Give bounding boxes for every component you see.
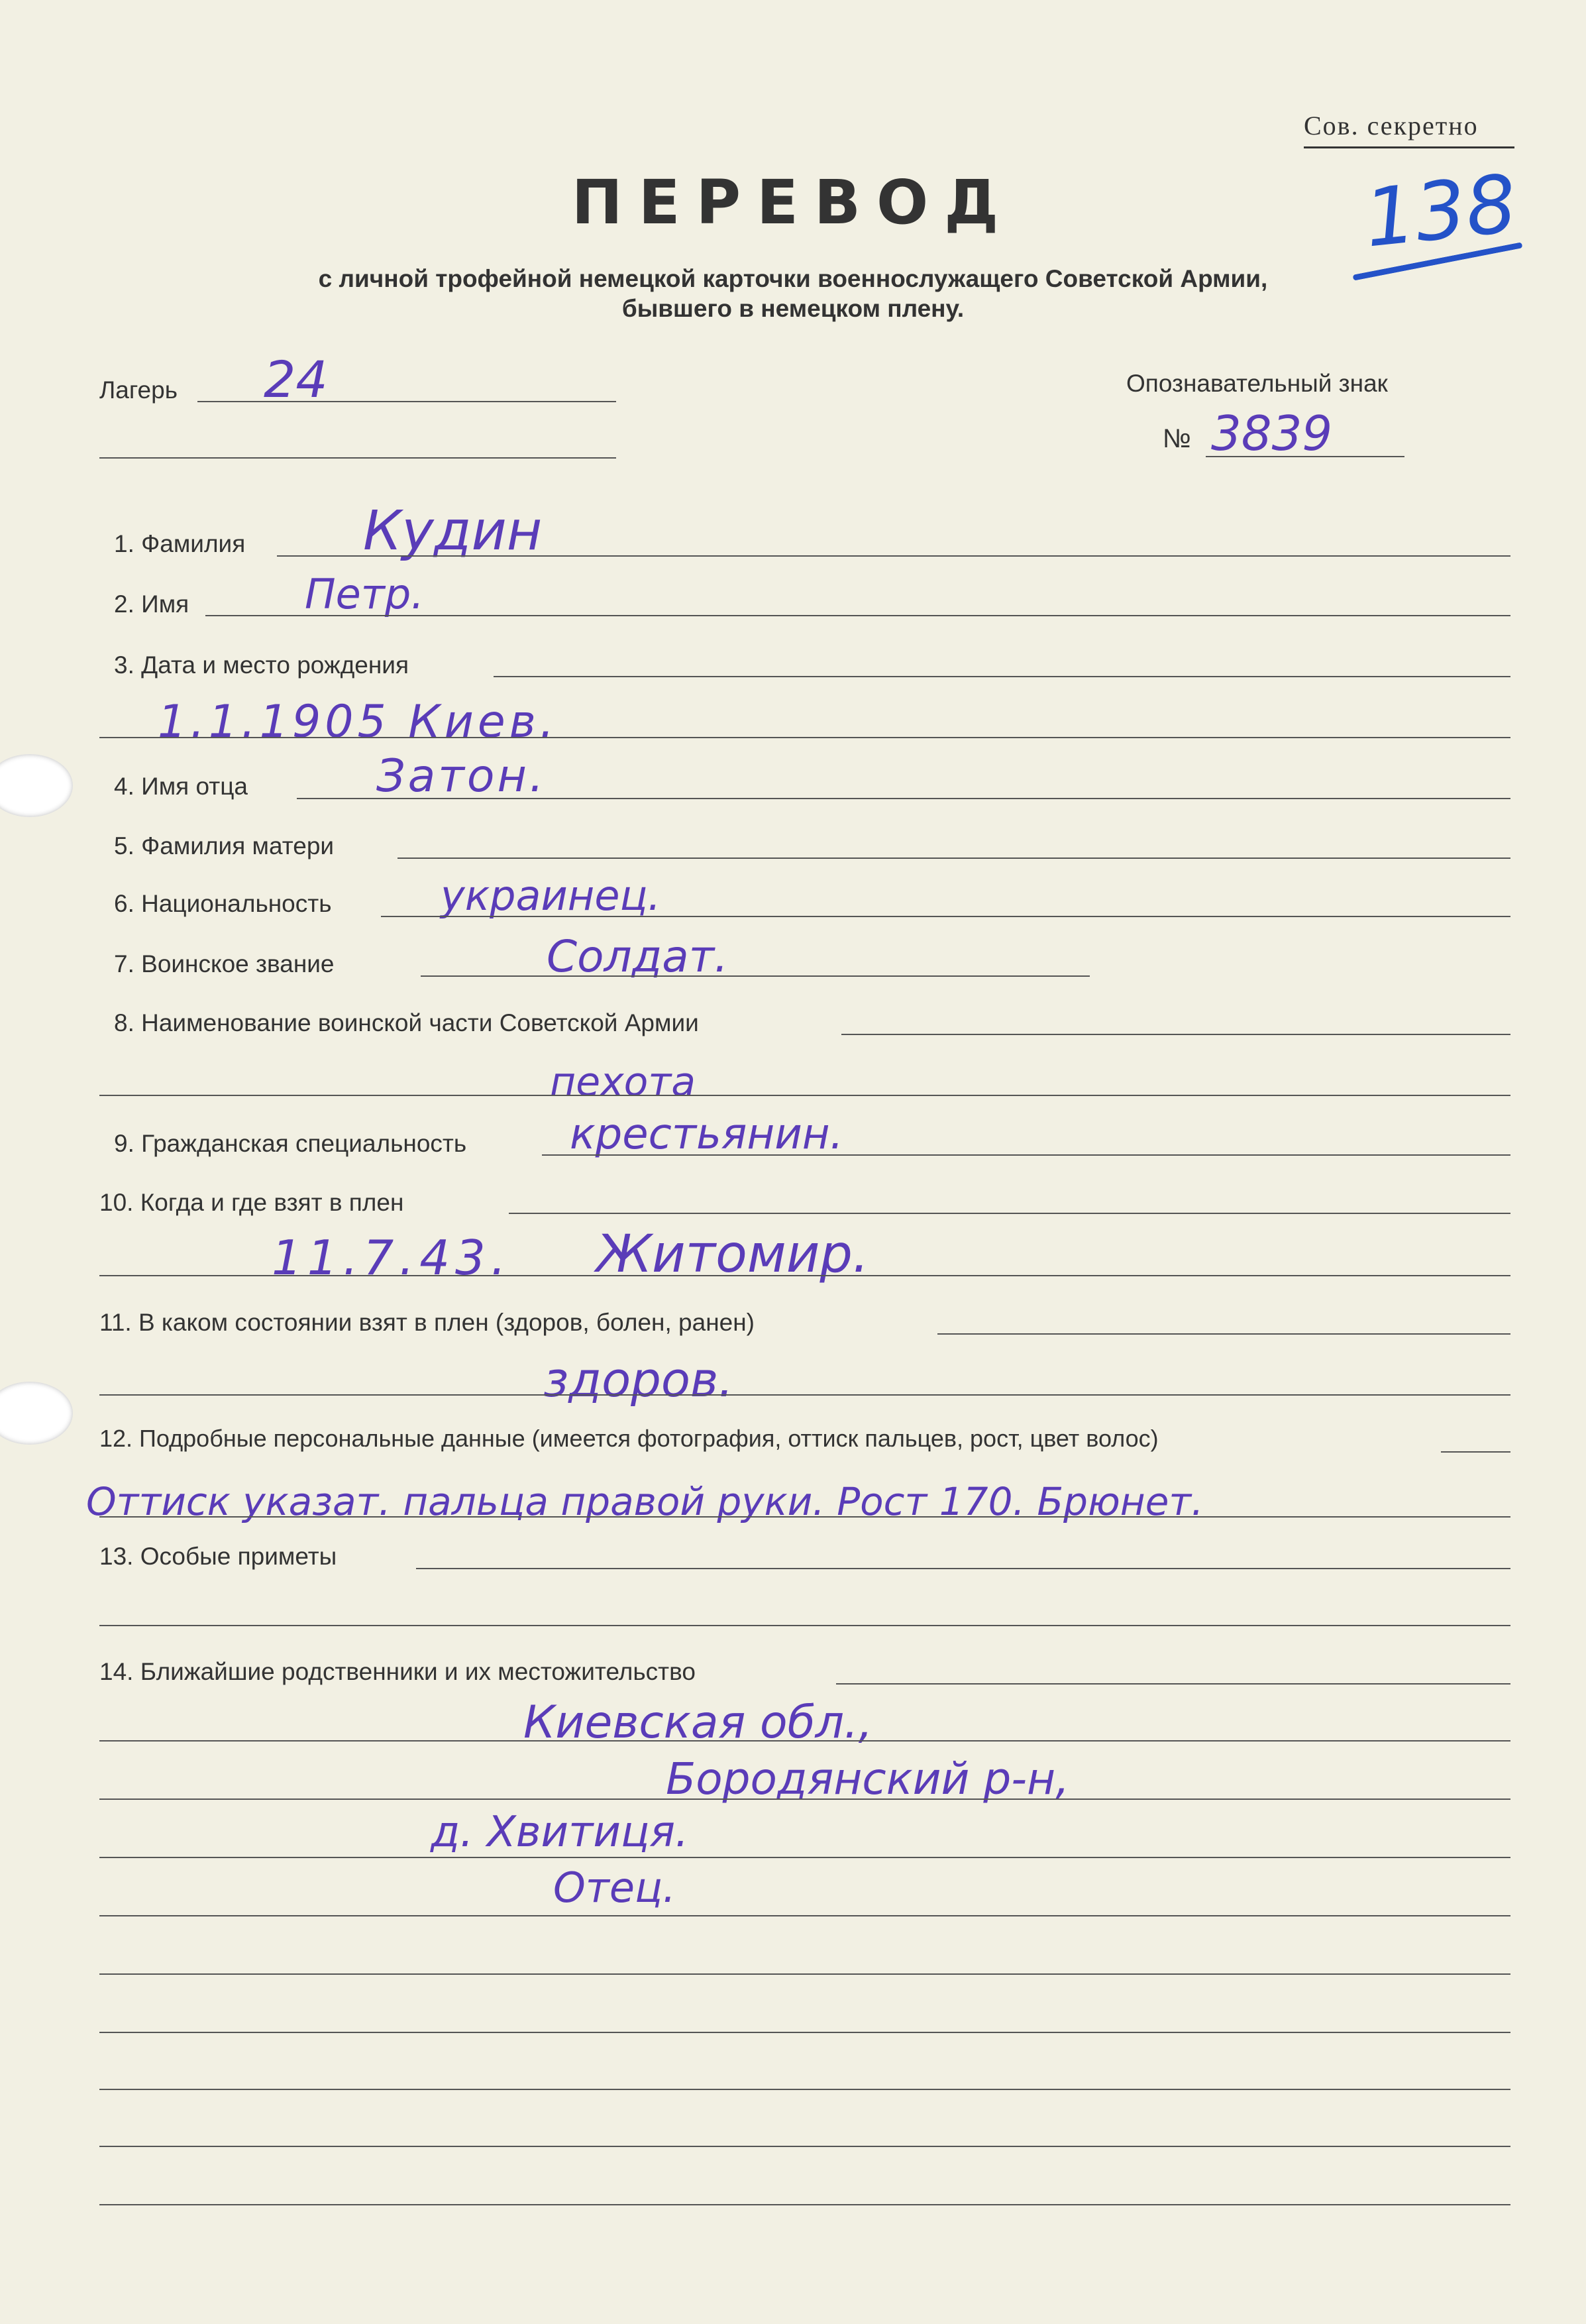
field-4-label: 4. Имя отца xyxy=(114,773,248,800)
rule xyxy=(99,1857,1510,1858)
rule xyxy=(99,2032,1510,2033)
rule xyxy=(99,737,1510,738)
id-mark-label: Опознавательный знак xyxy=(1126,370,1388,397)
field-12-label: 12. Подробные персональные данные (имеется фотография, оттиск пальцев, рост, цвет волос) xyxy=(99,1425,1159,1452)
punch-hole-bottom xyxy=(0,1382,73,1445)
field-9-label: 9. Гражданская специальность xyxy=(114,1130,467,1157)
rule xyxy=(937,1333,1510,1335)
rule xyxy=(1206,456,1404,457)
rule xyxy=(421,975,1090,977)
relatives-line-2: Бородянский р-н, xyxy=(666,1753,1070,1804)
field-10-label: 10. Когда и где взят в плен xyxy=(99,1189,404,1216)
rule xyxy=(416,1568,1510,1569)
rule xyxy=(542,1154,1510,1156)
relatives-line-4: Отец. xyxy=(553,1863,676,1912)
field-10-place: Житомир. xyxy=(596,1225,869,1284)
rule xyxy=(99,1275,1510,1276)
field-5-label: 5. Фамилия матери xyxy=(114,832,335,859)
secret-stamp: Сов. секретно xyxy=(1304,111,1479,140)
subtitle-line-2: бывшего в немецком плену. xyxy=(621,295,965,322)
rule xyxy=(1441,1451,1510,1453)
rule xyxy=(99,2146,1510,2147)
rule xyxy=(99,1095,1510,1096)
rule xyxy=(205,615,1510,616)
rule xyxy=(99,1740,1510,1742)
rule xyxy=(99,1625,1510,1626)
rule xyxy=(381,916,1510,917)
field-6-label: 6. Национальность xyxy=(114,890,332,917)
field-9-value: крестьянин. xyxy=(570,1110,843,1159)
document-title: ПЕРЕВОД xyxy=(571,167,1015,238)
rule xyxy=(494,676,1510,677)
camp-label: Лагерь xyxy=(99,376,178,404)
camp-value: 24 xyxy=(264,350,328,409)
field-4-value: Затон. xyxy=(376,750,547,802)
field-14-label: 14. Ближайшие родственники и их местожительство xyxy=(99,1658,696,1685)
field-13-label: 13. Особые приметы xyxy=(99,1543,337,1570)
rule xyxy=(509,1213,1510,1214)
rule xyxy=(99,1973,1510,1975)
field-3-label: 3. Дата и место рождения xyxy=(114,651,409,679)
field-6-value: украинец. xyxy=(441,871,661,920)
field-8-value: пехота xyxy=(550,1059,696,1105)
field-8-label: 8. Наименование воинской части Советской Армии xyxy=(114,1009,699,1036)
rule xyxy=(277,555,1510,557)
field-1-value: Кудин xyxy=(363,500,543,563)
rule xyxy=(197,401,616,402)
subtitle-line-1: с личной трофейной немецкой карточки военнослужащего Советской Армии, xyxy=(318,265,1268,292)
rule xyxy=(397,858,1510,859)
rule xyxy=(841,1034,1510,1035)
rule xyxy=(99,1798,1510,1800)
field-7-value: Солдат. xyxy=(547,931,729,982)
field-2-label: 2. Имя xyxy=(114,590,189,618)
rule xyxy=(99,457,616,459)
field-11-value: здоров. xyxy=(543,1352,734,1408)
rule xyxy=(99,2089,1510,2090)
rule xyxy=(99,2204,1510,2205)
punch-hole-top xyxy=(0,754,73,817)
handwritten-number: 138 xyxy=(1360,158,1521,266)
rule xyxy=(99,1516,1510,1518)
field-11-label: 11. В каком состоянии взят в плен (здоров, болен, ранен) xyxy=(99,1309,755,1336)
relatives-line-3: д. Хвитиця. xyxy=(431,1808,689,1857)
field-12-value: Оттиск указат. пальца правой руки. Рост 170. Брюнет. xyxy=(86,1479,1204,1524)
secret-underline xyxy=(1304,146,1514,148)
rule xyxy=(836,1683,1510,1685)
relatives-line-1: Киевская обл., xyxy=(523,1696,873,1749)
id-mark-value: 3839 xyxy=(1211,406,1333,461)
rule xyxy=(99,1915,1510,1916)
field-7-label: 7. Воинское звание xyxy=(114,950,335,977)
field-10-date: 11.7.43. xyxy=(272,1230,511,1286)
field-3-value: 1.1.1905 Киев. xyxy=(158,696,558,748)
rule xyxy=(297,798,1510,799)
field-2-value: Петр. xyxy=(305,570,424,618)
field-1-label: 1. Фамилия xyxy=(114,530,246,557)
id-number-sign: № xyxy=(1163,424,1191,453)
rule xyxy=(99,1394,1510,1396)
